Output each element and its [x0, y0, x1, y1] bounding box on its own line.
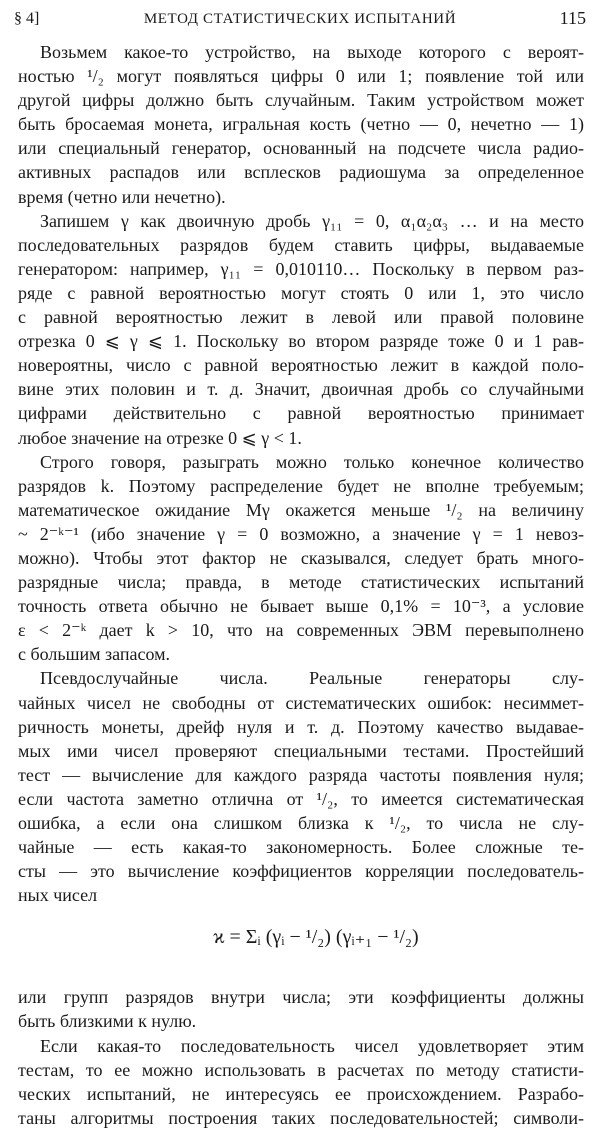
text-line: Возьмем какое-то устройство, на выходе которого с вероят- [40, 42, 584, 62]
text-line: ных чисел [18, 885, 98, 906]
text-line: отрезка 0 ⩽ γ ⩽ 1. Поскольку во втором разряде тоже 0 и 1 рав- [18, 331, 584, 352]
text-line: разрядные числа; правда, в методе статистических испытаний [18, 572, 584, 593]
text-line: ε < 2⁻ᵏ дает k > 10, что на современных ЭВМ перевыполнено [18, 620, 584, 641]
section-mark: § 4] [14, 10, 40, 27]
text-line: тестам, то ее можно использовать в расчетах по методу статисти- [18, 1059, 584, 1080]
text-line: разрядов k. Поэтому распределение будет не вполне требуемым; [18, 475, 584, 496]
text-line: таны алгоритмы построения таких последовательностей; символи- [18, 1107, 584, 1128]
text-line: тест — вычисление для каждого разряда частоты появления нуля; [18, 764, 584, 785]
page-body [18, 40, 584, 1130]
text-line: генератором: например, γ₁₁ = 0,010110… Поскольку в первом раз- [18, 258, 584, 279]
text-line: ошибка, а если она слишком близка к ¹/₂, то числа не слу- [18, 813, 584, 833]
text-line: сты — это вычисление коэффициентов корреляции последователь- [18, 861, 584, 882]
text-line: активных распадов или всплесков радиошума за определенное [18, 162, 584, 183]
correlation-formula: ϰ = Σᵢ (γᵢ − ¹/₂) (γᵢ₊₁ − ¹/₂) [213, 926, 419, 949]
text-line: Псевдослучайные числа. Реальные генераторы слу- [40, 668, 584, 689]
text-line: ностью ¹/₂ могут появляться цифры 0 или 1; появление той или [18, 66, 584, 87]
text-line: мых ими чисел проверяют специальными тестами. Простейший [18, 740, 584, 761]
text-line: если частота заметно отлична от ¹/₂, то имеется систематическая [18, 788, 584, 809]
text-line: или специальный генератор, основанный на подсчете числа радио- [18, 138, 584, 159]
text-line: математическое ожидание Mγ окажется меньше ¹/₂ на величину [18, 499, 584, 520]
text-line: с большим запасом. [18, 644, 171, 665]
text-line: с равной вероятностью лежит в левой или правой половине [18, 307, 584, 328]
running-title: МЕТОД СТАТИСТИЧЕСКИХ ИСПЫТАНИЙ [143, 11, 457, 27]
text-line: новероятны, число с равной вероятностью лежит в каждой поло- [18, 355, 584, 376]
text-line: Если какая-то последовательность чисел удовлетворяет этим [40, 1035, 584, 1056]
text-line: чайных чисел не свободны от систематических ошибок: несиммет- [18, 692, 584, 713]
text-line: ческих испытаний, не интересуясь ее происхождением. Разрабо- [18, 1083, 584, 1104]
text-line: вине этих половин и т. д. Значит, двоичная дробь со случайными [18, 379, 584, 400]
text-line: время (четно или нечетно). [18, 186, 226, 207]
running-header [14, 8, 586, 32]
text-line: чайные — есть какая-то закономерность. Более сложные те- [18, 837, 584, 858]
text-line: Строго говоря, разыграть можно только конечное количество [40, 451, 584, 472]
text-line: можно). Чтобы этот фактор не сказывался, следует брать много- [18, 547, 584, 568]
text-line: ~ 2⁻ᵏ⁻¹ (ибо значение γ = 0 возможно, а значение γ = 1 невоз- [18, 523, 584, 544]
page-number: 115 [559, 8, 586, 28]
text-line: быть бросаемая монета, игральная кость (четно — 0, нечетно — 1) [18, 114, 584, 135]
text-line: последовательных разрядов будем ставить цифры, выдаваемые [18, 234, 584, 255]
text-line: другой цифры должно быть случайным. Таким устройством может [18, 90, 584, 111]
text-line: ряде с равной вероятностью могут стоять 0 или 1, это число [18, 282, 584, 303]
text-line: ричность монеты, дрейф нуля и т. д. Поэтому качество выдавае- [18, 716, 584, 737]
text-line: Запишем γ как двоичную дробь γ₁₁ = 0, α₁α₂α₃ … и на место [40, 210, 584, 231]
text-line: любое значение на отрезке 0 ⩽ γ < 1. [18, 427, 302, 448]
text-line: цифрами действительно с равной вероятностью принимает [18, 403, 584, 424]
text-line: быть близкими к нулю. [18, 1011, 197, 1032]
text-line: или групп разрядов внутри числа; эти коэффициенты должны [18, 987, 584, 1008]
text-line: точность ответа обычно не бывает выше 0,1% = 10⁻³, а условие [18, 596, 584, 617]
